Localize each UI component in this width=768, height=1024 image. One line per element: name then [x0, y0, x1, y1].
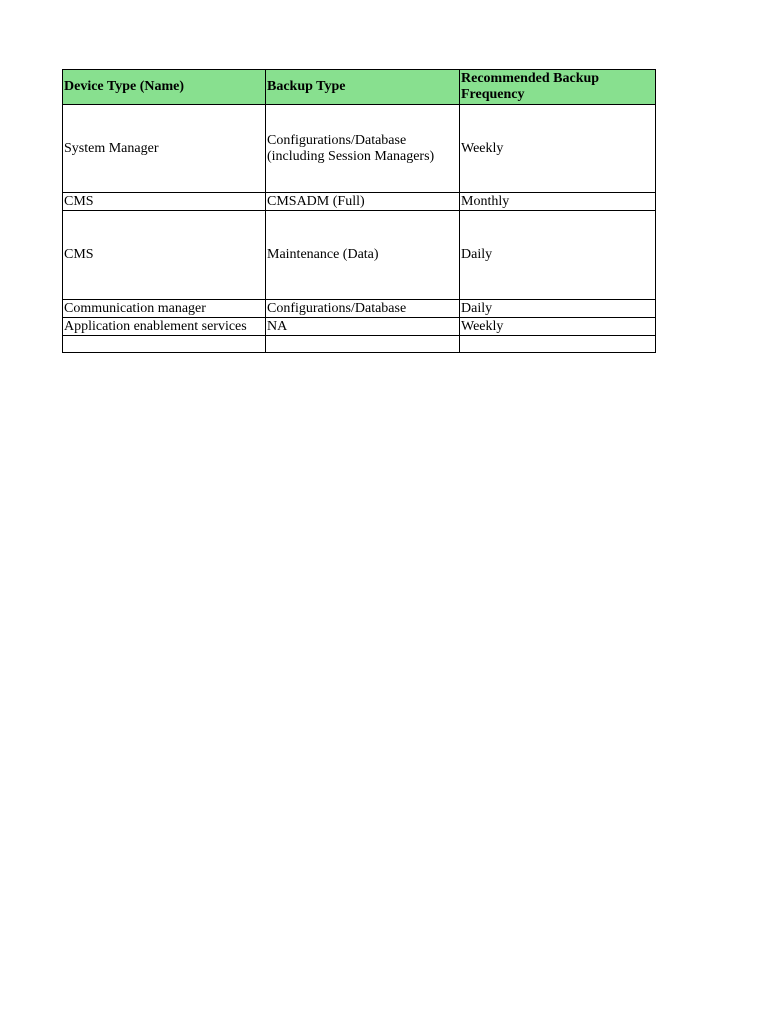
header-device-type: Device Type (Name) [63, 70, 266, 105]
backup-type-cell: Configurations/Database [266, 300, 460, 318]
backup-frequency-table [62, 69, 656, 353]
device-type-cell: CMS [63, 193, 266, 211]
backup-frequency-cell: Monthly [460, 193, 656, 211]
empty-cell [63, 336, 266, 353]
table-row [63, 105, 656, 193]
empty-cell [460, 336, 656, 353]
header-backup-frequency: Recommended Backup Frequency [460, 70, 656, 105]
device-type-cell: CMS [63, 211, 266, 300]
backup-type-cell: CMSADM (Full) [266, 193, 460, 211]
table-row [63, 193, 656, 211]
backup-frequency-cell: Daily [460, 300, 656, 318]
backup-type-cell: NA [266, 318, 460, 336]
table-row-empty [63, 336, 656, 353]
table-row [63, 211, 656, 300]
backup-frequency-cell: Weekly [460, 318, 656, 336]
device-type-cell: System Manager [63, 105, 266, 193]
backup-type-cell: Maintenance (Data) [266, 211, 460, 300]
table-row [63, 318, 656, 336]
backup-frequency-cell: Daily [460, 211, 656, 300]
header-backup-type: Backup Type [266, 70, 460, 105]
table-header-row [63, 70, 656, 105]
backup-frequency-cell: Weekly [460, 105, 656, 193]
backup-type-cell: Configurations/Database (including Session Managers) [266, 105, 460, 193]
device-type-cell: Communication manager [63, 300, 266, 318]
empty-cell [266, 336, 460, 353]
table-row [63, 300, 656, 318]
device-type-cell: Application enablement services [63, 318, 266, 336]
